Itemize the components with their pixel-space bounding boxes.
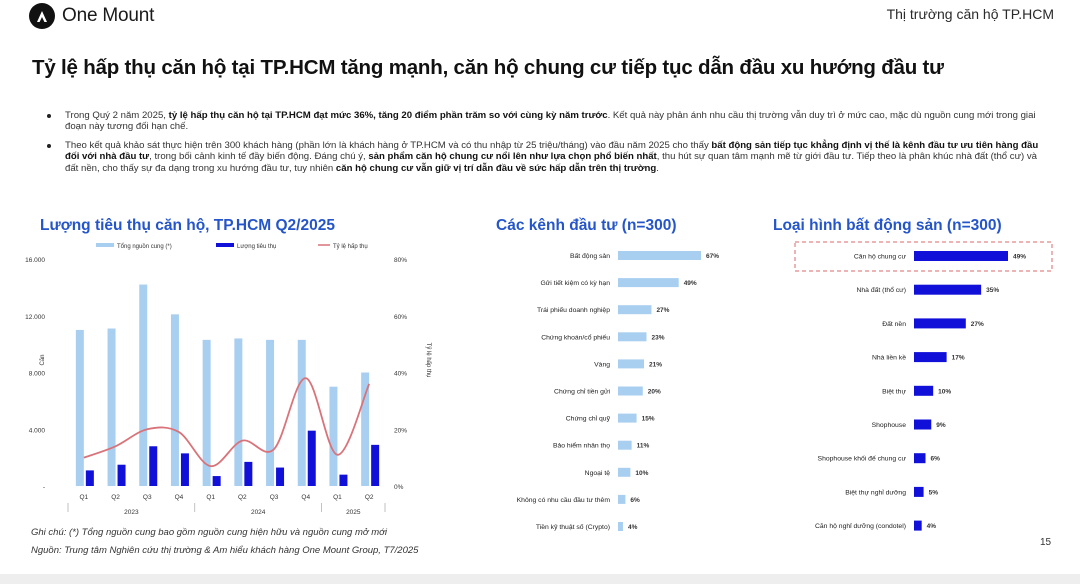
y-tick-label: 12.000: [25, 313, 45, 321]
footer-bar: [0, 574, 1080, 584]
year-label: 2023: [124, 509, 139, 516]
x-tick-label: Q2: [238, 494, 247, 501]
category-label: Biệt thự: [882, 388, 906, 396]
category-bar: [914, 285, 981, 295]
x-tick-label: Q2: [111, 494, 120, 501]
x-tick-label: Q4: [174, 494, 184, 501]
category-label: Bảo hiểm nhân thọ: [552, 442, 610, 450]
bullet-text: Trong Quý 2 năm 2025,: [65, 110, 169, 121]
y-tick-label: 8.000: [28, 370, 45, 378]
bullet-text: , trong bối cảnh kinh tế đầy biến động. Đáng chú ý,: [149, 151, 369, 163]
bullet-text: .: [656, 162, 659, 174]
page-number: 15: [1040, 537, 1052, 548]
category-bar: [914, 318, 966, 328]
value-label: 27%: [656, 307, 670, 315]
value-label: 10%: [635, 469, 649, 477]
x-tick-label: Q1: [206, 494, 215, 501]
category-bar: [914, 521, 922, 531]
page-title: Tỷ lệ hấp thụ căn hộ tại TP.HCM tăng mạnh, căn hộ chung cư tiếp tục dẫn đầu xu hướng đầu tư: [32, 56, 944, 79]
source-note: Nguồn: Trung tâm Nghiên cứu thị trường & Am hiểu khách hàng One Mount Group, T7/2025: [31, 545, 419, 556]
supply-bar: [329, 387, 337, 486]
category-label: Chứng chỉ quỹ: [565, 415, 610, 423]
sales-bar: [118, 465, 126, 486]
investment-channels-chart: [490, 238, 760, 538]
value-label: 6%: [630, 496, 640, 504]
y2-axis-label: Tỷ lệ hấp thụ: [425, 342, 431, 378]
category-label: Chứng chỉ tiền gửi: [554, 388, 610, 396]
y-tick-label: 4.000: [28, 427, 45, 435]
supply-bar: [234, 338, 242, 486]
bullet-text: , thu hút sự quan tâm mạnh mẽ từ giới đầu tư. Tiếp theo là phân khúc nhà đất (thổ cư) và đất nền, cho thấy sự đa dạng trong xu hướng đầu tư, tuy nhiên: [65, 151, 1037, 174]
brand-logo: [28, 2, 154, 30]
x-tick-label: Q3: [142, 494, 152, 501]
category-bar: [618, 251, 701, 260]
apartment-absorption-chart: [0, 238, 480, 523]
value-label: 49%: [683, 280, 697, 288]
section-label: Thị trường căn hộ TP.HCM: [886, 6, 1054, 22]
year-label: 2025: [346, 509, 361, 516]
bullet-emphasis: bất động sản tiếp tục khẳng định vị thế là kênh đầu tư ưu tiên hàng đầu đối với nhà đầu tư: [65, 139, 1039, 163]
value-label: 27%: [970, 320, 984, 328]
value-label: 4%: [926, 523, 937, 531]
x-tick-label: Q1: [333, 494, 342, 501]
one-mount-logo-icon: [28, 2, 56, 30]
y2-tick-label: 60%: [394, 313, 408, 321]
legend-swatch: [216, 243, 234, 247]
category-label: Không có nhu cầu đầu tư thêm: [516, 496, 610, 504]
bullet-text: . Kết quả này phản ánh nhu cầu thị trường vẫn duy trì ở mức cao, mặc dù nguồn cung mới trong giai đoạn này tương đối hạn chế.: [65, 110, 1036, 133]
x-tick-label: Q1: [79, 494, 89, 501]
bullet-emphasis: sản phẩm căn hộ chung cư nổi lên như lựa chọn phổ biến nhất: [368, 151, 657, 163]
category-bar: [618, 468, 630, 477]
absorption-rate-line: [84, 378, 369, 466]
chart1-title: Lượng tiêu thụ căn hộ, TP.HCM Q2/2025: [40, 217, 335, 234]
category-bar: [618, 387, 643, 396]
value-label: 21%: [649, 361, 663, 369]
supply-bar: [76, 330, 84, 486]
sales-bar: [371, 445, 379, 486]
chart-note: Ghi chú: (*) Tổng nguồn cung bao gồm nguồn cung hiện hữu và nguồn cung mở mới: [31, 527, 388, 538]
category-label: Căn hộ nghỉ dưỡng (condotel): [814, 523, 906, 531]
value-label: 23%: [651, 334, 665, 342]
category-bar: [914, 453, 926, 463]
sales-bar: [181, 453, 189, 486]
category-label: Chứng khoán/cổ phiếu: [541, 334, 610, 342]
y-tick-label: 16.000: [25, 257, 45, 264]
supply-bar: [171, 314, 179, 486]
sales-bar: [86, 470, 94, 486]
supply-bar: [266, 340, 274, 486]
value-label: 17%: [951, 354, 965, 362]
category-bar: [914, 420, 931, 430]
value-label: 9%: [936, 422, 946, 429]
y2-tick-label: 80%: [394, 257, 408, 264]
brand-name: One Mount: [62, 5, 155, 26]
category-label: Tiền kỹ thuật số (Crypto): [535, 524, 610, 531]
bullet-emphasis: tỷ lệ hấp thụ căn hộ tại TP.HCM đạt mức 36%, tăng 20 điểm phần trăm so với cùng kỳ năm trước: [168, 110, 608, 121]
value-label: 6%: [930, 455, 940, 463]
value-label: 5%: [928, 489, 938, 497]
category-bar: [618, 522, 623, 531]
category-label: Nhà đất (thổ cư): [856, 287, 906, 295]
bullet-item: [44, 110, 1050, 133]
category-bar: [618, 414, 637, 423]
bullet-item: [44, 140, 1050, 174]
category-label: Căn hộ chung cư: [853, 253, 906, 261]
category-label: Biệt thự nghỉ dưỡng: [845, 489, 906, 497]
legend-label: Tổng nguồn cung (*): [117, 244, 172, 250]
sales-bar: [276, 468, 284, 486]
value-label: 20%: [647, 388, 661, 396]
chart2-title: Các kênh đầu tư (n=300): [496, 217, 677, 234]
category-label: Nhà liền kề: [871, 354, 906, 362]
value-label: 35%: [986, 287, 1000, 295]
chart3-title: Loại hình bất động sản (n=300): [773, 217, 1002, 234]
x-tick-label: Q3: [269, 494, 279, 501]
category-bar: [618, 278, 679, 287]
supply-bar: [108, 329, 116, 486]
category-label: Gửi tiết kiệm có kỳ hạn: [540, 280, 610, 288]
y-tick-label: -: [42, 484, 45, 491]
category-label: Bất động sản: [569, 253, 610, 260]
x-tick-label: Q2: [364, 494, 374, 501]
sales-bar: [244, 462, 252, 486]
category-bar: [618, 305, 651, 314]
category-label: Vàng: [594, 361, 610, 369]
y2-tick-label: 0%: [394, 484, 404, 491]
supply-bar: [139, 285, 147, 486]
y2-tick-label: 20%: [394, 427, 408, 435]
category-label: Đất nền: [882, 320, 906, 328]
category-bar: [914, 251, 1008, 261]
value-label: 10%: [938, 388, 952, 396]
property-types-chart: [765, 238, 1065, 538]
y-axis-label: Căn: [40, 354, 46, 366]
category-label: Shophouse khối đế chung cư: [817, 455, 906, 463]
supply-bar: [298, 340, 306, 486]
value-label: 67%: [706, 253, 720, 260]
category-bar: [618, 332, 646, 341]
bullet-text: Theo kết quả khảo sát thực hiện trên 300 khách hàng (phần lớn là khách hàng ở TP.HCM và có thu nhập từ 25 triệu/tháng) vào đầu năm 2025 cho thấy: [65, 139, 712, 151]
value-label: 49%: [1013, 253, 1027, 261]
category-bar: [914, 487, 924, 497]
value-label: 15%: [641, 415, 655, 423]
sales-bar: [339, 475, 347, 486]
sales-bar: [308, 431, 316, 486]
sales-bar: [149, 446, 157, 486]
legend-swatch: [96, 243, 114, 247]
category-bar: [914, 352, 947, 362]
value-label: 4%: [627, 524, 638, 531]
category-bar: [914, 386, 933, 396]
category-bar: [618, 359, 644, 368]
x-tick-label: Q4: [301, 494, 311, 501]
bullet-list: [44, 110, 1050, 181]
category-bar: [618, 441, 632, 450]
legend-label: Lượng tiêu thụ: [237, 244, 277, 250]
year-label: 2024: [250, 509, 266, 516]
y2-tick-label: 40%: [394, 370, 408, 378]
legend-label: Tỷ lệ hấp thụ: [333, 244, 368, 250]
value-label: 11%: [636, 442, 650, 450]
category-bar: [618, 495, 625, 504]
bullet-emphasis: căn hộ chung cư vẫn giữ vị trí dẫn đầu về sức hấp dẫn trên thị trường: [335, 162, 657, 174]
category-label: Shophouse: [871, 422, 906, 429]
category-label: Ngoại tệ: [584, 469, 610, 477]
sales-bar: [213, 476, 221, 486]
category-label: Trái phiếu doanh nghiệp: [536, 307, 610, 315]
